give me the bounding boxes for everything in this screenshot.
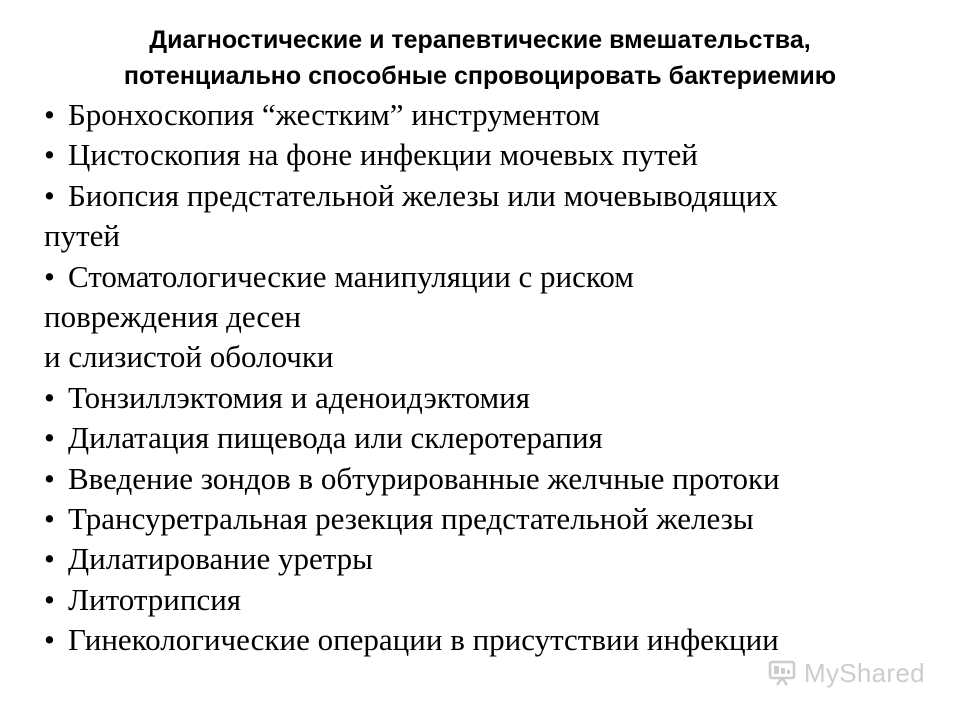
list-item <box>44 580 944 620</box>
slide-title <box>0 22 960 94</box>
title-line-1: Диагностические и терапевтические вмешательства, <box>149 26 811 54</box>
list-item-text: Дилатация пищевода или склеротерапия <box>68 420 603 456</box>
list-item-text: Гинекологические операции в присутствии инфекции <box>68 622 779 658</box>
list-item <box>44 418 944 458</box>
bullet-marker: • <box>44 97 55 132</box>
list-item <box>44 499 944 539</box>
bullet-marker: • <box>44 501 55 537</box>
list-item-text: Цистоскопия на фоне инфекции мочевых путей <box>68 137 698 173</box>
list-item-text: Дилатирование уретры <box>68 541 373 577</box>
list-item-text: Биопсия предстательной железы или мочевыводящих <box>68 177 778 213</box>
list-item <box>44 620 944 660</box>
watermark-text: MyShared <box>804 657 925 688</box>
bullet-marker: • <box>44 460 55 496</box>
bullet-marker: • <box>44 379 55 415</box>
bullet-marker: • <box>44 420 55 456</box>
presentation-board-icon <box>768 659 796 687</box>
list-item-text: Тонзиллэктомия и аденоидэктомия <box>68 379 531 415</box>
bullet-list <box>44 95 944 661</box>
bullet-marker: • <box>44 622 55 658</box>
bullet-marker: • <box>44 541 55 577</box>
list-item-continuation <box>44 216 944 256</box>
title-line-2: потенциально способные спровоцировать бактериемию <box>123 62 837 90</box>
list-item-text: Стоматологические манипуляции с риском <box>68 258 634 294</box>
list-item-text: путей <box>44 218 120 254</box>
list-item-text: и слизистой оболочки <box>44 339 334 375</box>
list-item-continuation <box>44 337 944 377</box>
list-item <box>44 95 944 135</box>
watermark <box>768 658 925 688</box>
list-item <box>44 539 944 579</box>
list-item-continuation <box>44 297 944 337</box>
list-item-text: Введение зондов в обтурированные желчные протоки <box>68 460 780 496</box>
list-item-text: Литотрипсия <box>68 581 242 617</box>
list-item-text: Бронхоскопия “жестким” инструментом <box>68 97 600 132</box>
list-item-text: Трансуретральная резекция предстательной железы <box>68 501 754 537</box>
list-item <box>44 378 944 418</box>
list-item <box>44 176 944 216</box>
list-item <box>44 135 944 175</box>
list-item <box>44 459 944 499</box>
bullet-marker: • <box>44 581 55 617</box>
bullet-marker: • <box>44 258 55 294</box>
list-item-text: повреждения десен <box>44 299 301 335</box>
bullet-marker: • <box>44 177 55 213</box>
bullet-marker: • <box>44 137 55 173</box>
list-item <box>44 257 944 297</box>
